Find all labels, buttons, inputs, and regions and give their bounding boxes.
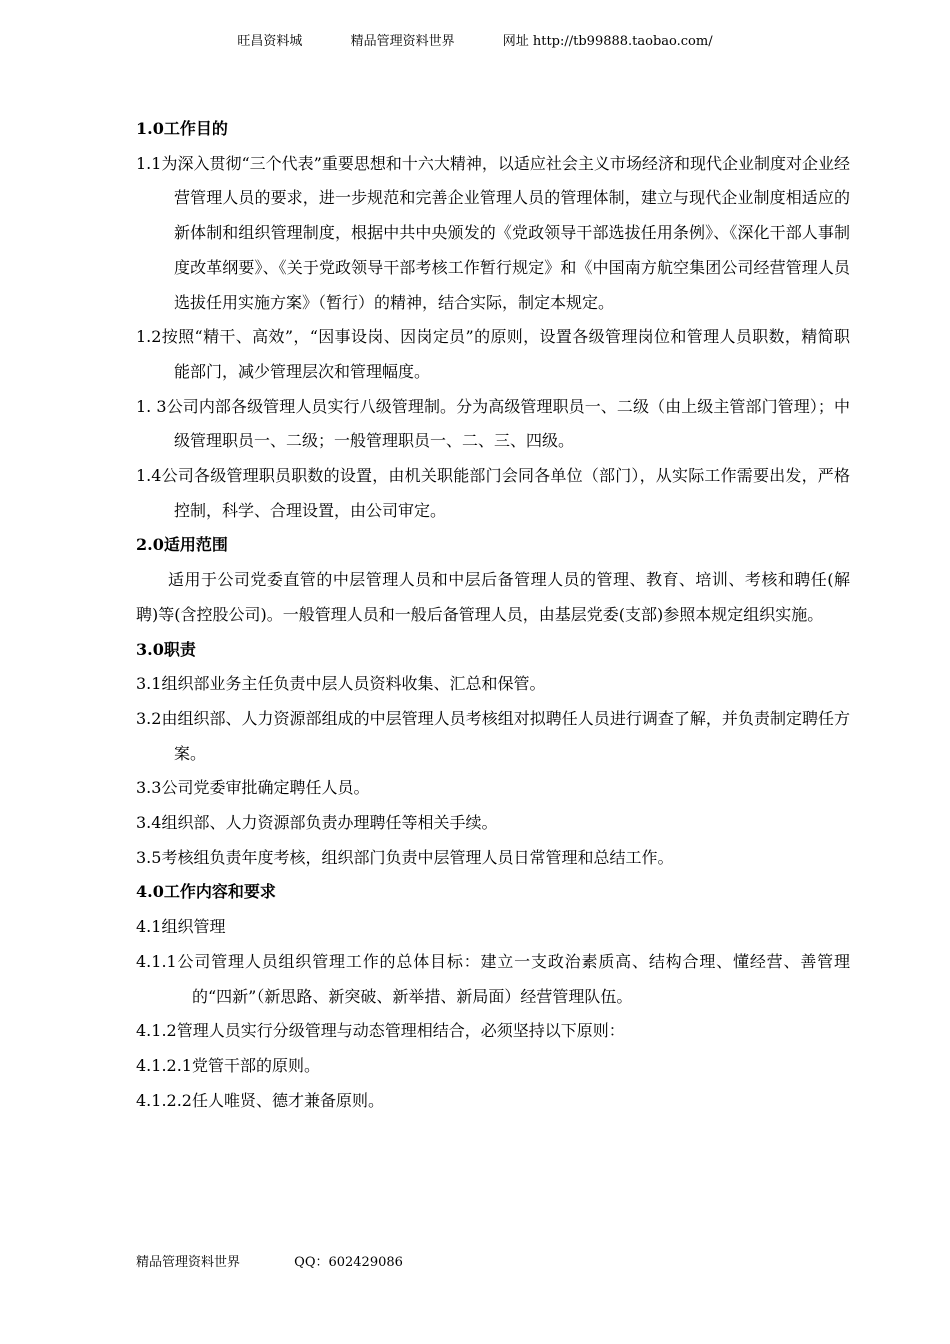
footer-brand: 精品管理资料世界 [136,1255,241,1270]
header-website: 网址 http://tb99888.taobao.com/ [502,34,713,49]
paragraph-3-5: 3.5考核组负责年度考核，组织部门负责中层管理人员日常管理和总结工作。 [136,847,674,867]
section-heading-4: 4.0工作内容和要求 [136,882,276,902]
paragraph-4-1: 4.1组织管理 [136,917,226,937]
paragraph-4-1-2-2: 4.1.2.2任人唯贤、德才兼备原则。 [136,1090,384,1110]
paragraph-3-1: 3.1组织部业务主任负责中层人员资料收集、汇总和保管。 [136,674,546,694]
section-heading-2: 2.0适用范围 [136,535,228,555]
paragraph-1-4: 1.4公司各级管理职员职数的设置，由机关职能部门会同各单位（部门），从实际工作需要出发，严格控制，科学、合理设置，由公司审定。 [136,466,850,520]
paragraph-3-3: 3.3公司党委审批确定聘任人员。 [136,778,370,798]
paragraph-1-2: 1.2按照“精干、高效”，“因事设岗、因岗定员”的原则，设置各级管理岗位和管理人员职数，精简职能部门，减少管理层次和管理幅度。 [136,327,850,381]
paragraph-1-1: 1.1为深入贯彻“三个代表”重要思想和十六大精神，以适应社会主义市场经济和现代企业制度对企业经营管理人员的要求，进一步规范和完善企业管理人员的管理体制，建立与现代企业制度相适应的新体制和组织管理制度，根据中共中央颁发的《党政领导干部选拔任用条例》、《深化干部人事制度改革纲要》、《关于党政领导干部考核工作暂行规定》和《中国南方航空集团公司经营管理人员选拔任用实施方案》（暂行）的精神，结合实际，制定本规定。 [136,153,850,312]
paragraph-2-body: 适用于公司党委直管的中层管理人员和中层后备管理人员的管理、教育、培训、考核和聘任(解聘)等(含控股公司)。一般管理人员和一般后备管理人员，由基层党委(支部)参照本规定组织实施。 [136,570,850,624]
paragraph-1-3: 1. 3公司内部各级管理人员实行八级管理制。分为高级管理职员一、二级（由上级主管部门管理）；中级管理职员一、二级；一般管理职员一、二、三、四级。 [136,396,850,451]
footer-qq: QQ：602429086 [294,1255,403,1270]
page-header [0,30,950,49]
section-heading-3: 3.0职责 [136,639,196,659]
paragraph-4-1-2-1: 4.1.2.1党管干部的原则。 [136,1055,320,1075]
paragraph-3-4: 3.4组织部、人力资源部负责办理聘任等相关手续。 [136,813,498,833]
paragraph-4-1-2: 4.1.2管理人员实行分级管理与动态管理相结合，必须坚持以下原则： [136,1021,625,1041]
paragraph-3-2: 3.2由组织部、人力资源部组成的中层管理人员考核组对拟聘任人员进行调查了解，并负责制定聘任方案。 [136,708,850,763]
section-heading-1: 1.0工作目的 [136,119,228,138]
header-brand: 精品管理资料世界 [350,34,455,49]
document-body [136,112,850,1118]
page-footer [136,1251,453,1270]
paragraph-4-1-1: 4.1.1公司管理人员组织管理工作的总体目标：建立一支政治素质高、结构合理、懂经营、善管理的“四新”（新思路、新突破、新举措、新局面）经营管理队伍。 [136,951,850,1006]
header-shop-name: 旺昌资料城 [237,34,303,49]
